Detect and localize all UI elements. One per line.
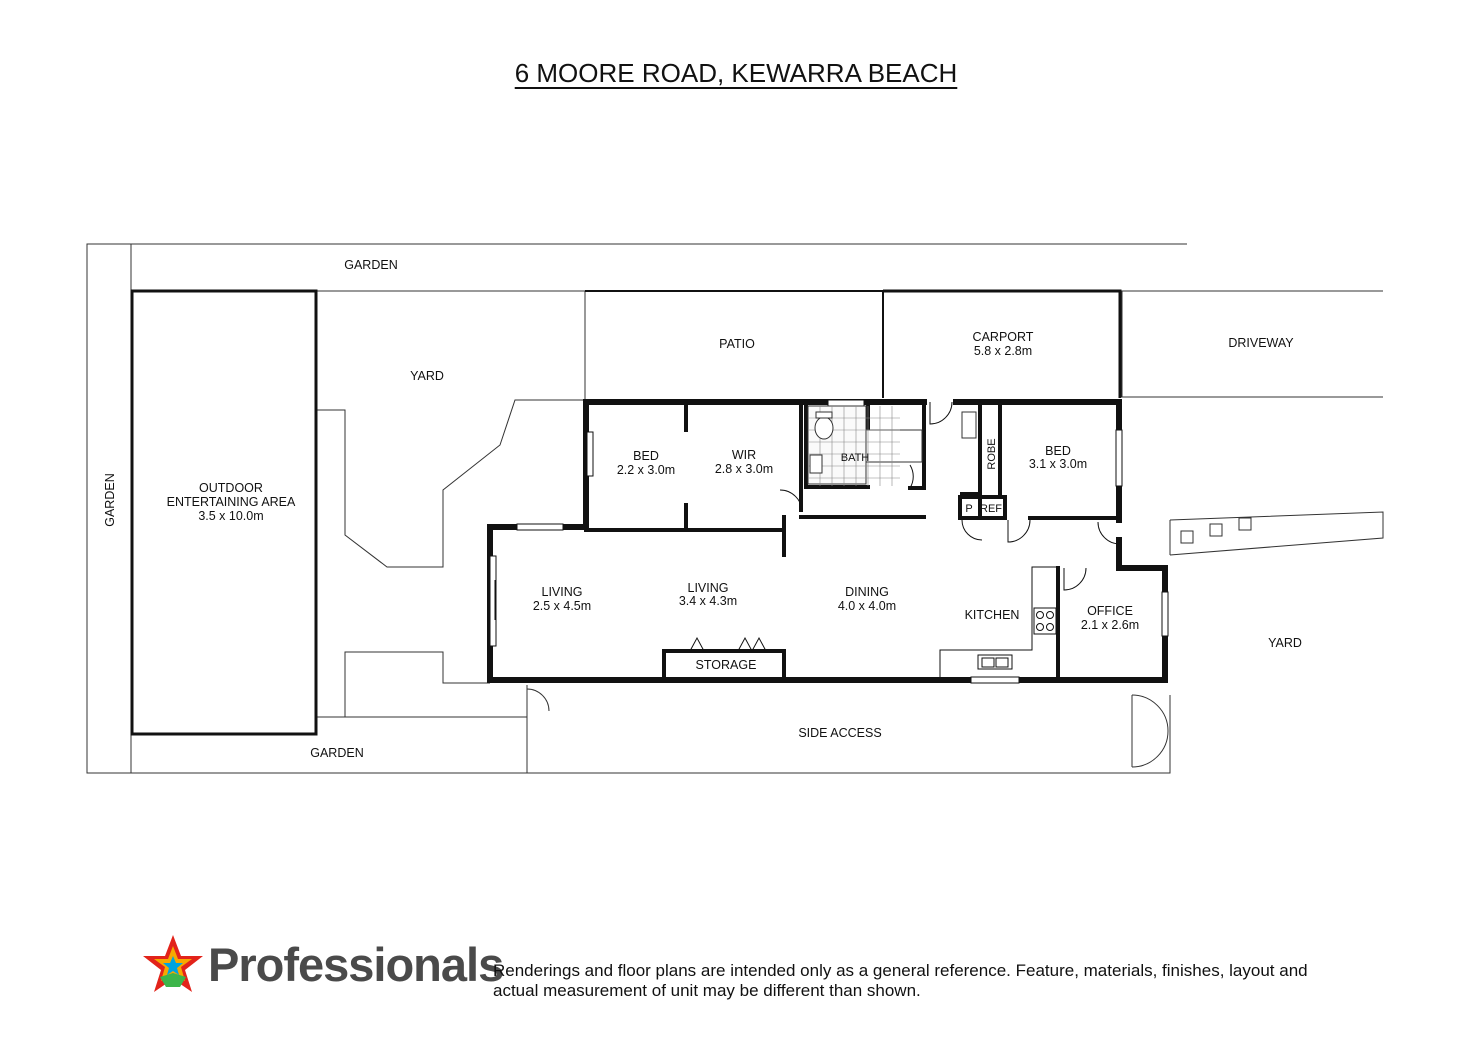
living1-label: LIVING (541, 585, 583, 599)
office-label: OFFICE (1087, 604, 1133, 618)
bath-label: BATH (840, 452, 870, 464)
yard-right-label: YARD (1268, 636, 1302, 650)
robe-label: ROBE (986, 438, 998, 470)
bed1-size: 2.2 x 3.0m (616, 463, 676, 477)
star-icon (140, 932, 206, 998)
bed2-label: BED (1045, 444, 1071, 458)
driveway-label: DRIVEWAY (1228, 336, 1294, 350)
yard-left-label: YARD (410, 369, 444, 383)
living2-size: 3.4 x 4.3m (678, 594, 738, 608)
carport-label: CARPORT (972, 330, 1034, 344)
carport-size: 5.8 x 2.8m (973, 344, 1033, 358)
living2-label: LIVING (687, 581, 729, 595)
office-size: 2.1 x 2.6m (1080, 618, 1140, 632)
living1-size: 2.5 x 4.5m (532, 599, 592, 613)
wir-label: WIR (731, 448, 757, 462)
side-access-label: SIDE ACCESS (798, 726, 882, 740)
bath-fixtures (808, 406, 976, 486)
bed2-size: 3.1 x 3.0m (1028, 457, 1088, 471)
plan-title: 6 MOORE ROAD, KEWARRA BEACH (514, 58, 958, 88)
outdoor-size: 3.5 x 10.0m (198, 509, 264, 523)
garden-top-label: GARDEN (344, 258, 398, 272)
roof-outlines (585, 291, 1120, 398)
ref-label: REF (980, 503, 1002, 515)
garden-left-label: GARDEN (103, 473, 117, 527)
kitchen-fixtures (940, 567, 1058, 678)
patio-label: PATIO (719, 337, 755, 351)
dining-label: DINING (845, 585, 889, 599)
professionals-logo (140, 932, 504, 1002)
garden-bottom-label: GARDEN (310, 746, 364, 760)
kitchen-label: KITCHEN (964, 608, 1020, 622)
storage-label: STORAGE (695, 658, 757, 672)
outdoor-label-1: OUTDOOR (199, 481, 263, 495)
outdoor-label-2: ENTERTAINING AREA (166, 495, 296, 509)
disclaimer-text: Renderings and floor plans are intended only as a general reference. Feature, materials, finishes, layout and actual measurement of unit may be different than shown. (493, 961, 1308, 1000)
wir-size: 2.8 x 3.0m (714, 462, 774, 476)
brand-name: Professionals (208, 938, 504, 991)
dining-size: 4.0 x 4.0m (837, 599, 897, 613)
bed1-label: BED (633, 449, 659, 463)
pantry-label: P (965, 503, 973, 515)
